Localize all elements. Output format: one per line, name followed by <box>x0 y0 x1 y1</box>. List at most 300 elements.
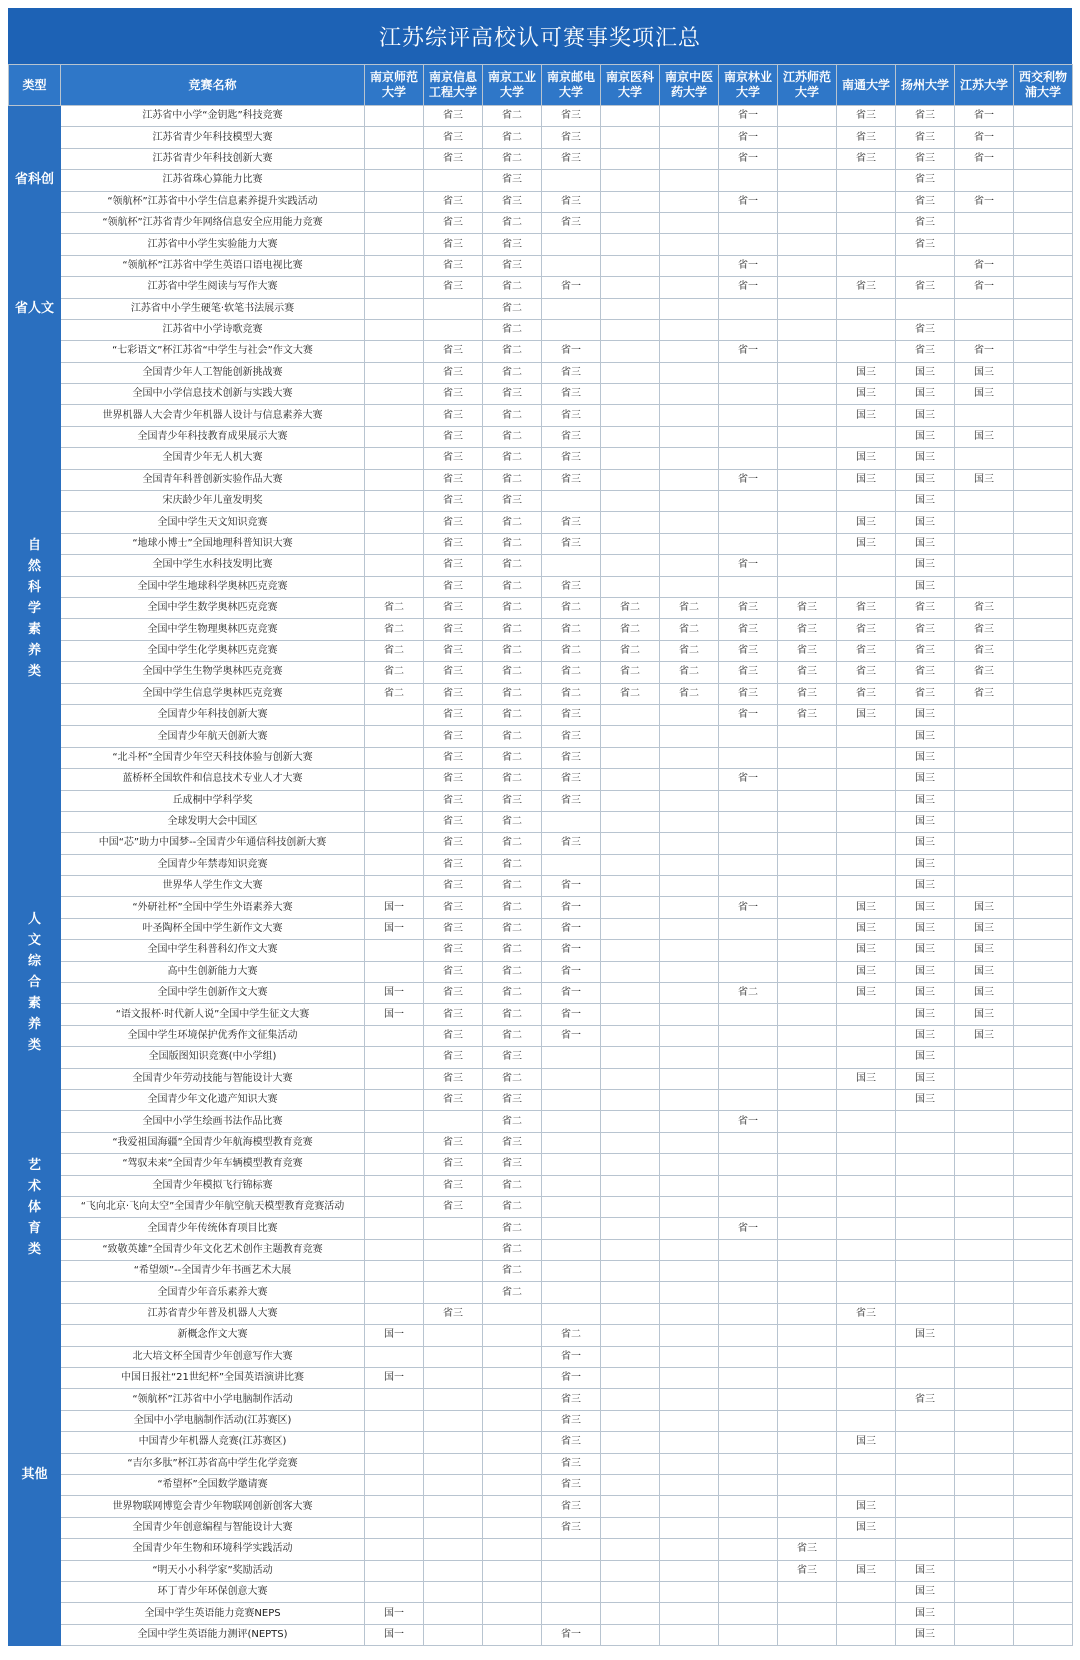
award-cell <box>365 1047 424 1068</box>
award-cell <box>1014 1025 1073 1046</box>
competition-name: 江苏省中小学生硬笔·软笔书法展示赛 <box>61 298 365 319</box>
award-cell <box>955 1346 1014 1367</box>
award-cell <box>719 1432 778 1453</box>
award-cell: 国三 <box>955 1004 1014 1025</box>
award-cell <box>542 1111 601 1132</box>
award-cell <box>837 1111 896 1132</box>
award-cell: 省三 <box>424 469 483 490</box>
award-cell <box>955 1303 1014 1324</box>
header-university: 南京医科大学 <box>601 65 660 106</box>
award-cell: 省二 <box>483 876 542 897</box>
award-cell <box>837 1196 896 1217</box>
table-row <box>9 1196 1073 1217</box>
award-cell <box>1014 811 1073 832</box>
award-cell <box>660 1175 719 1196</box>
category-cell <box>9 362 61 854</box>
award-cell <box>1014 1111 1073 1132</box>
award-cell <box>660 704 719 725</box>
competition-name: 全国中小学电脑制作活动(江苏赛区) <box>61 1410 365 1431</box>
award-cell: 省一 <box>955 191 1014 212</box>
award-cell <box>1014 1496 1073 1517</box>
award-cell <box>1014 1218 1073 1239</box>
table-row <box>9 1346 1073 1367</box>
competition-name: 全国中学生数学奥林匹克竞赛 <box>61 597 365 618</box>
award-cell <box>424 1453 483 1474</box>
award-cell: 国三 <box>837 384 896 405</box>
award-cell: 国三 <box>837 1068 896 1089</box>
award-cell <box>955 1560 1014 1581</box>
award-cell <box>1014 833 1073 854</box>
award-cell: 国三 <box>837 533 896 554</box>
award-cell: 省三 <box>837 619 896 640</box>
award-cell <box>365 405 424 426</box>
award-cell: 省三 <box>424 1132 483 1153</box>
award-cell <box>896 1517 955 1538</box>
competition-name: “致敬英雄”全国青少年文化艺术创作主题教育竞赛 <box>61 1239 365 1260</box>
award-cell <box>1014 234 1073 255</box>
award-cell <box>1014 1261 1073 1282</box>
award-cell <box>601 1004 660 1025</box>
award-cell <box>660 298 719 319</box>
award-cell <box>660 426 719 447</box>
award-cell: 国三 <box>955 918 1014 939</box>
award-cell: 省一 <box>719 897 778 918</box>
award-cell: 省一 <box>955 106 1014 127</box>
award-cell: 省三 <box>424 1047 483 1068</box>
award-cell <box>955 1325 1014 1346</box>
award-cell: 国三 <box>837 961 896 982</box>
competition-name: 全国中学生生物学奥林匹克竞赛 <box>61 662 365 683</box>
award-cell: 省二 <box>483 619 542 640</box>
award-cell <box>719 576 778 597</box>
award-cell <box>896 1539 955 1560</box>
award-cell: 省一 <box>955 341 1014 362</box>
table-row <box>9 704 1073 725</box>
award-cell <box>542 234 601 255</box>
award-cell <box>1014 1132 1073 1153</box>
award-cell: 省三 <box>542 576 601 597</box>
award-cell: 省三 <box>837 597 896 618</box>
category-cell <box>9 255 61 362</box>
award-cell: 省三 <box>424 448 483 469</box>
award-cell: 省二 <box>483 1261 542 1282</box>
award-cell: 省三 <box>424 1303 483 1324</box>
award-cell <box>542 298 601 319</box>
award-cell <box>896 298 955 319</box>
award-cell <box>719 384 778 405</box>
award-cell: 省二 <box>483 1175 542 1196</box>
award-cell: 省三 <box>424 683 483 704</box>
award-cell: 省二 <box>483 1282 542 1303</box>
award-cell <box>601 212 660 233</box>
award-cell <box>660 1154 719 1175</box>
award-cell <box>837 1389 896 1410</box>
award-cell <box>778 469 837 490</box>
award-cell <box>1014 769 1073 790</box>
award-cell <box>1014 1282 1073 1303</box>
award-cell <box>601 1581 660 1602</box>
award-cell: 国三 <box>896 983 955 1004</box>
award-cell <box>601 148 660 169</box>
award-cell <box>837 319 896 340</box>
award-cell <box>719 747 778 768</box>
award-cell <box>1014 212 1073 233</box>
competition-name: 中国青少年机器人竞赛(江苏赛区) <box>61 1432 365 1453</box>
award-cell <box>424 1581 483 1602</box>
competition-name: 全国中小学信息技术创新与实践大赛 <box>61 384 365 405</box>
award-cell <box>660 341 719 362</box>
award-cell <box>601 1218 660 1239</box>
award-cell <box>955 704 1014 725</box>
award-cell <box>896 1410 955 1431</box>
award-cell: 省三 <box>896 212 955 233</box>
award-cell: 省三 <box>778 597 837 618</box>
award-cell: 国三 <box>837 512 896 533</box>
award-cell <box>660 726 719 747</box>
award-cell: 国一 <box>365 1603 424 1624</box>
award-cell <box>601 1496 660 1517</box>
award-cell <box>483 1603 542 1624</box>
table-row <box>9 448 1073 469</box>
award-cell <box>365 448 424 469</box>
award-cell <box>719 833 778 854</box>
award-cell: 省三 <box>424 833 483 854</box>
table-row <box>9 940 1073 961</box>
award-cell <box>424 1475 483 1496</box>
award-cell <box>1014 683 1073 704</box>
award-cell <box>660 148 719 169</box>
award-cell: 省三 <box>837 106 896 127</box>
award-cell: 省二 <box>483 405 542 426</box>
award-cell <box>660 1111 719 1132</box>
competition-name: 全国中学生科普科幻作文大赛 <box>61 940 365 961</box>
table-row <box>9 1432 1073 1453</box>
award-cell <box>601 170 660 191</box>
award-cell: 省一 <box>542 341 601 362</box>
award-cell: 省三 <box>424 897 483 918</box>
award-cell <box>719 961 778 982</box>
table-row <box>9 191 1073 212</box>
award-cell <box>955 448 1014 469</box>
award-cell <box>719 790 778 811</box>
award-cell <box>483 1560 542 1581</box>
award-cell: 省三 <box>719 640 778 661</box>
award-cell: 省二 <box>483 769 542 790</box>
award-cell <box>601 1047 660 1068</box>
table-row <box>9 1475 1073 1496</box>
award-cell: 省三 <box>424 726 483 747</box>
award-cell <box>719 319 778 340</box>
award-cell <box>1014 1154 1073 1175</box>
award-cell <box>719 1068 778 1089</box>
award-cell <box>955 234 1014 255</box>
award-cell <box>837 1581 896 1602</box>
competition-name: 环丁青少年环保创意大赛 <box>61 1581 365 1602</box>
award-cell: 省一 <box>719 255 778 276</box>
award-cell: 省二 <box>483 576 542 597</box>
table-row <box>9 726 1073 747</box>
award-cell: 省三 <box>955 662 1014 683</box>
award-cell: 省三 <box>424 234 483 255</box>
award-cell <box>955 1432 1014 1453</box>
award-cell: 省三 <box>424 533 483 554</box>
award-cell <box>424 1496 483 1517</box>
award-cell: 省三 <box>424 747 483 768</box>
award-cell <box>955 833 1014 854</box>
award-cell <box>778 854 837 875</box>
award-cell <box>719 1475 778 1496</box>
award-cell <box>601 961 660 982</box>
award-cell: 省二 <box>483 683 542 704</box>
award-cell <box>424 1261 483 1282</box>
award-cell: 省一 <box>542 940 601 961</box>
award-cell: 省一 <box>542 961 601 982</box>
award-cell <box>365 362 424 383</box>
award-cell: 省三 <box>778 683 837 704</box>
table-row <box>9 1175 1073 1196</box>
competition-name: “飞向北京·飞向太空”全国青少年航空航天模型教育竞赛活动 <box>61 1196 365 1217</box>
award-cell <box>365 1089 424 1110</box>
award-cell <box>837 769 896 790</box>
table-row <box>9 1389 1073 1410</box>
award-cell <box>483 1453 542 1474</box>
table-row <box>9 555 1073 576</box>
award-cell <box>365 940 424 961</box>
award-cell <box>601 1325 660 1346</box>
award-cell <box>837 1325 896 1346</box>
award-cell <box>896 1496 955 1517</box>
award-cell <box>660 1325 719 1346</box>
award-cell: 国三 <box>896 1004 955 1025</box>
competition-name: 全国青少年禁毒知识竞赛 <box>61 854 365 875</box>
award-cell: 国三 <box>896 876 955 897</box>
award-cell <box>778 127 837 148</box>
award-cell: 省一 <box>719 277 778 298</box>
award-cell <box>955 1496 1014 1517</box>
award-cell <box>601 298 660 319</box>
award-cell <box>483 1475 542 1496</box>
award-cell: 省二 <box>542 597 601 618</box>
award-cell: 省一 <box>955 277 1014 298</box>
award-cell: 省二 <box>483 983 542 1004</box>
award-cell: 省三 <box>837 277 896 298</box>
award-cell: 省三 <box>896 106 955 127</box>
award-cell: 省三 <box>424 212 483 233</box>
award-cell <box>1014 1453 1073 1474</box>
award-cell <box>955 1239 1014 1260</box>
award-cell <box>1014 662 1073 683</box>
award-cell: 国三 <box>896 1047 955 1068</box>
award-cell: 省二 <box>660 683 719 704</box>
award-cell <box>837 1089 896 1110</box>
award-cell: 省一 <box>719 555 778 576</box>
award-cell <box>837 298 896 319</box>
award-cell <box>955 1196 1014 1217</box>
award-cell <box>778 405 837 426</box>
award-cell: 国三 <box>896 918 955 939</box>
table-row <box>9 1560 1073 1581</box>
award-cell: 国三 <box>896 1560 955 1581</box>
award-cell <box>837 491 896 512</box>
award-cell <box>660 1004 719 1025</box>
table-row <box>9 576 1073 597</box>
award-cell <box>778 1261 837 1282</box>
award-cell <box>837 1239 896 1260</box>
award-cell <box>660 1410 719 1431</box>
category-label: 省人文 <box>14 300 54 316</box>
table-row <box>9 212 1073 233</box>
award-cell <box>660 1624 719 1645</box>
award-cell: 省三 <box>542 1475 601 1496</box>
table-row <box>9 811 1073 832</box>
award-cell <box>660 533 719 554</box>
award-cell: 省二 <box>483 897 542 918</box>
table-row <box>9 491 1073 512</box>
award-cell <box>660 469 719 490</box>
award-cell <box>1014 918 1073 939</box>
award-cell <box>1014 576 1073 597</box>
award-cell: 国三 <box>896 726 955 747</box>
award-cell <box>837 1025 896 1046</box>
award-cell: 省三 <box>424 1068 483 1089</box>
award-cell <box>778 1346 837 1367</box>
competition-name: “地球小博士”全国地理科普知识大赛 <box>61 533 365 554</box>
award-cell <box>542 1196 601 1217</box>
award-cell <box>483 1517 542 1538</box>
award-cell <box>896 1303 955 1324</box>
table-row <box>9 1517 1073 1538</box>
award-cell: 省二 <box>483 512 542 533</box>
award-cell: 省三 <box>424 255 483 276</box>
award-cell <box>601 876 660 897</box>
award-cell <box>365 1517 424 1538</box>
competition-name: 宋庆龄少年儿童发明奖 <box>61 491 365 512</box>
award-cell <box>778 726 837 747</box>
award-cell <box>660 319 719 340</box>
award-cell <box>365 212 424 233</box>
award-cell: 国三 <box>837 1496 896 1517</box>
award-cell <box>719 533 778 554</box>
award-cell: 省三 <box>424 384 483 405</box>
award-cell: 国三 <box>896 1025 955 1046</box>
category-label: 其他 <box>21 1466 48 1482</box>
award-cell <box>1014 362 1073 383</box>
award-cell <box>778 255 837 276</box>
award-cell: 省三 <box>955 619 1014 640</box>
award-cell <box>424 1410 483 1431</box>
award-cell: 省三 <box>837 148 896 169</box>
award-cell <box>365 106 424 127</box>
award-cell <box>601 1517 660 1538</box>
award-cell <box>837 191 896 212</box>
award-cell: 省二 <box>601 597 660 618</box>
award-cell <box>1014 448 1073 469</box>
award-cell: 省二 <box>483 1004 542 1025</box>
award-cell <box>719 811 778 832</box>
award-cell: 国三 <box>955 897 1014 918</box>
table-row <box>9 1068 1073 1089</box>
award-cell: 国三 <box>896 1068 955 1089</box>
competition-name: 全国青少年传统体育项目比赛 <box>61 1218 365 1239</box>
award-cell <box>1014 1047 1073 1068</box>
award-cell <box>483 1539 542 1560</box>
award-cell <box>601 1196 660 1217</box>
table-row <box>9 983 1073 1004</box>
award-cell: 省二 <box>483 362 542 383</box>
award-cell <box>778 1132 837 1153</box>
award-cell <box>778 170 837 191</box>
competition-name: 全国中小学生绘画书法作品比赛 <box>61 1111 365 1132</box>
competition-name: 全国青少年航天创新大赛 <box>61 726 365 747</box>
award-cell: 省三 <box>542 384 601 405</box>
award-cell: 省二 <box>365 683 424 704</box>
competition-name: “明天小小科学家”奖励活动 <box>61 1560 365 1581</box>
award-cell: 省三 <box>424 1154 483 1175</box>
award-cell: 省二 <box>483 1111 542 1132</box>
award-cell <box>601 1154 660 1175</box>
award-cell <box>778 555 837 576</box>
award-cell <box>660 1239 719 1260</box>
award-cell <box>365 1389 424 1410</box>
award-cell: 国三 <box>896 811 955 832</box>
award-cell <box>1014 1581 1073 1602</box>
award-cell: 省二 <box>483 640 542 661</box>
award-cell <box>896 1218 955 1239</box>
competition-name: “吉尔多肽”杯江苏省高中学生化学竞赛 <box>61 1453 365 1474</box>
award-cell <box>365 1196 424 1217</box>
competition-name: 全国青少年科技创新大赛 <box>61 704 365 725</box>
award-cell <box>542 1218 601 1239</box>
award-cell <box>719 1389 778 1410</box>
award-cell: 国三 <box>837 448 896 469</box>
award-cell <box>365 1410 424 1431</box>
table-row <box>9 597 1073 618</box>
award-cell <box>601 1089 660 1110</box>
award-cell <box>660 127 719 148</box>
award-cell <box>601 833 660 854</box>
award-cell <box>1014 341 1073 362</box>
award-cell: 省二 <box>365 597 424 618</box>
award-cell: 省二 <box>660 597 719 618</box>
award-cell <box>660 191 719 212</box>
table-row <box>9 298 1073 319</box>
award-cell: 国三 <box>896 405 955 426</box>
award-cell <box>660 1303 719 1324</box>
award-cell: 省三 <box>424 1175 483 1196</box>
competition-name: 江苏省中学生阅读与写作大赛 <box>61 277 365 298</box>
table-row <box>9 640 1073 661</box>
award-cell: 省二 <box>483 212 542 233</box>
award-cell <box>365 726 424 747</box>
award-cell: 省三 <box>424 512 483 533</box>
award-cell <box>1014 1325 1073 1346</box>
table-row <box>9 533 1073 554</box>
award-cell <box>365 512 424 533</box>
award-cell <box>719 1539 778 1560</box>
award-cell: 省三 <box>542 426 601 447</box>
award-cell <box>601 1175 660 1196</box>
award-cell <box>601 704 660 725</box>
award-cell <box>660 1218 719 1239</box>
header-university: 江苏大学 <box>955 65 1014 106</box>
award-cell <box>955 1517 1014 1538</box>
award-cell <box>719 876 778 897</box>
header-university: 西交利物浦大学 <box>1014 65 1073 106</box>
award-cell <box>955 1475 1014 1496</box>
award-cell <box>719 1517 778 1538</box>
award-cell <box>660 811 719 832</box>
award-cell: 省一 <box>542 983 601 1004</box>
